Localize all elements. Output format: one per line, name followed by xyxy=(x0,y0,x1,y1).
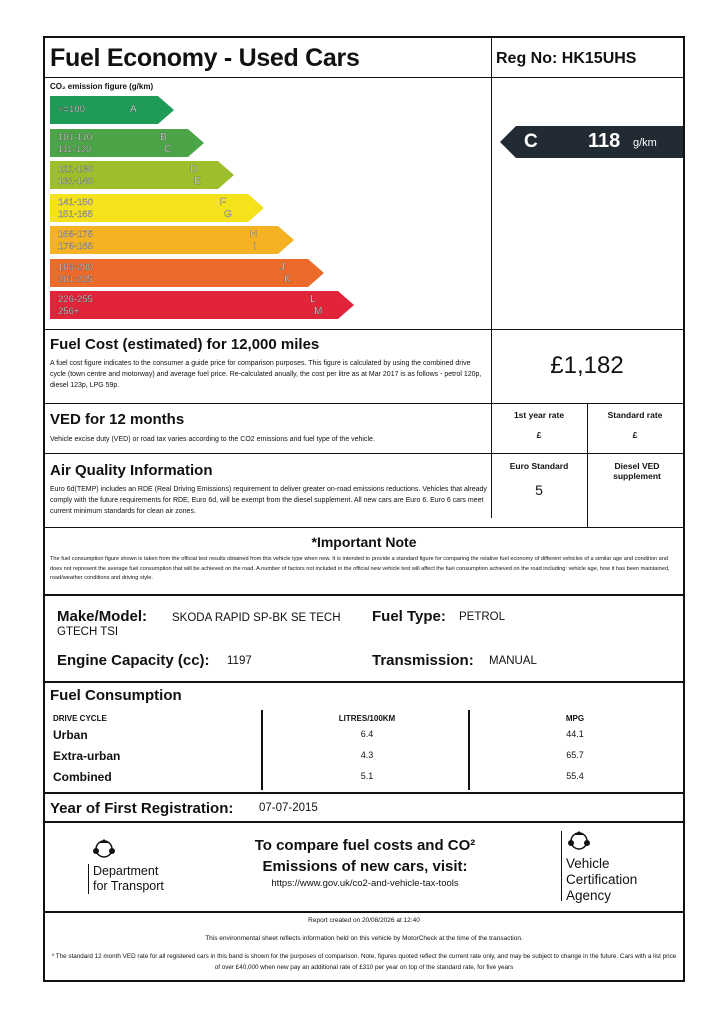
rule xyxy=(45,911,683,913)
dft-line2: for Transport xyxy=(93,879,164,893)
band-letter: G xyxy=(224,208,232,220)
band-letter: H xyxy=(250,229,258,240)
band-letter: F xyxy=(220,196,227,208)
engine-capacity-label: Engine Capacity (cc): xyxy=(57,652,210,669)
rule xyxy=(45,681,683,683)
dvla-logo-text xyxy=(566,856,637,904)
band-letter: L xyxy=(310,294,316,305)
fuel-cost-heading: Fuel Cost (estimated) for 12,000 miles xyxy=(50,336,320,353)
transmission-value: MANUAL xyxy=(489,655,537,667)
rule xyxy=(45,594,683,596)
report-reflects: This environmental sheet reflects information held on this vehicle by MotorCheck at the time of the transaction. xyxy=(205,935,523,942)
current-co2-unit: g/km xyxy=(633,137,657,149)
current-band-letter: C xyxy=(524,131,538,152)
header-divider xyxy=(491,38,492,330)
dft-rule xyxy=(88,864,89,894)
first-year-rate-value: £ xyxy=(536,430,542,440)
first-year-rate-label: 1st year rate xyxy=(513,410,565,420)
dft-logo-text xyxy=(93,864,164,894)
litres-cell: 6.4 xyxy=(360,729,374,739)
band-range: 111-120 xyxy=(58,143,92,155)
band-letter: J xyxy=(280,261,285,273)
rule xyxy=(45,821,683,823)
fuel-cost-value: £1,182 xyxy=(550,352,624,379)
rule xyxy=(45,453,683,454)
page-title: Fuel Economy - Used Cars xyxy=(50,44,360,72)
co2-band xyxy=(50,129,204,157)
compare-line1: To compare fuel costs and CO² xyxy=(254,837,476,854)
mpg-cell: 44.1 xyxy=(566,729,584,739)
band-range: 201-225 xyxy=(58,273,93,285)
litres-cell: 4.3 xyxy=(360,750,374,760)
make-model-label: Make/Model: xyxy=(57,608,148,625)
co2-band xyxy=(50,291,354,319)
first-registration-label: Year of First Registration: xyxy=(50,800,234,817)
standard-rate-label: Standard rate xyxy=(607,410,663,420)
reg-value: HK15UHS xyxy=(561,50,637,67)
fuel-consumption-heading: Fuel Consumption xyxy=(50,687,182,704)
drive-cycle-cell: Extra-urban xyxy=(53,749,121,763)
dft-line1: Department xyxy=(93,864,159,878)
first-registration-value: 07-07-2015 xyxy=(259,802,318,814)
co2-band xyxy=(50,96,174,124)
ved-disclaimer: * The standard 12 month VED rate for all registered cars in this band is shown for the purposes of comparison. Note, figures quoted reflect the current rate only, and may be subject to change in the future. Cars with a list price of over £40,000 when new pay an additional rate of £310 per year on top of the standard rate, for five years xyxy=(51,953,677,971)
litres-header: LITRES/100KM xyxy=(338,714,396,723)
euro-standard-label: Euro Standard xyxy=(509,461,569,471)
mpg-cell: 65.7 xyxy=(566,750,584,760)
fuel-type-label: Fuel Type: xyxy=(372,608,446,625)
compare-text xyxy=(220,835,510,891)
dvla-line3: Agency xyxy=(566,888,612,903)
band-range: 256+ xyxy=(58,306,80,317)
important-note-text: The fuel consumption figure shown is taken from the official test results obtained from this vehicle type when new. It is intended to provide a standard figure for comparing the relative fuel economy of different vehicles of a similar age and condition and does not represent the average fuel consumption that will be achieved on the road. A number of factors not included in the official new vehicle test will affect the fuel consumption achieved on the road including: vehicle age, how it has been maintained, road/weather conditions and driving style. xyxy=(50,556,670,581)
fuel-economy-label xyxy=(43,36,685,982)
band-letter: M xyxy=(314,306,323,317)
band-range: 186-200 xyxy=(58,261,93,273)
make-model-value: SKODA RAPID SP-BK SE TECH GTECH TSI xyxy=(57,612,341,638)
ved-heading: VED for 12 months xyxy=(50,411,185,428)
band-letter: C xyxy=(164,143,172,155)
header-rule xyxy=(45,77,683,78)
band-letter: K xyxy=(284,273,291,285)
important-note-heading: *Important Note xyxy=(311,534,417,550)
compare-url[interactable]: https://www.gov.uk/co2-and-vehicle-tax-tools xyxy=(271,878,459,889)
report-created: Report created on 20/08/2026 at 12:40 xyxy=(308,917,420,924)
ved-text: Vehicle excise duty (VED) or road tax varies according to the CO2 emissions and fuel type of the vehicle. xyxy=(50,436,375,443)
current-co2-value: 118 xyxy=(588,130,621,152)
air-quality-heading: Air Quality Information xyxy=(50,462,213,479)
litres-cell: 5.1 xyxy=(360,771,374,781)
band-letter: E xyxy=(194,176,201,187)
transmission-label: Transmission: xyxy=(372,652,474,669)
band-range: 141-150 xyxy=(58,196,93,208)
drive-cycle-cell: Urban xyxy=(53,728,88,742)
column-divider xyxy=(261,710,263,790)
drive-cycle-cell: Combined xyxy=(53,770,112,784)
band-range: 176-185 xyxy=(58,241,93,252)
fuel-type-value: PETROL xyxy=(459,611,506,623)
fuel-cost-text: A fuel cost figure indicates to the consumer a guide price for comparison purposes. This figure is calculated by using the combined drive cycle (town centre and motorway) and average fuel price. Re-calculated anually, the cost per litre as at Mar 2017 is as follows - petrol 120p, diesel 123p, LPG 59p. xyxy=(50,360,482,389)
band-range: 166-175 xyxy=(58,229,93,240)
rule xyxy=(45,329,683,330)
engine-capacity-value: 1197 xyxy=(227,655,252,667)
band-letter: B xyxy=(160,131,167,143)
co2-band xyxy=(50,161,234,189)
band-letter: I xyxy=(254,241,257,252)
divider xyxy=(587,403,588,528)
column-divider xyxy=(468,710,470,790)
band-range: 226-255 xyxy=(58,294,93,305)
royal-crest-icon xyxy=(566,830,592,852)
euro-standard-value: 5 xyxy=(535,482,543,498)
dvla-line2: Certification xyxy=(566,872,638,887)
band-letter: A xyxy=(130,104,137,115)
dvla-line1: Vehicle xyxy=(566,856,610,871)
royal-crest-icon xyxy=(91,838,117,860)
registration-number xyxy=(496,50,636,68)
co2-band-arrow xyxy=(50,291,354,319)
co2-band xyxy=(50,259,324,287)
dvla-rule xyxy=(561,831,562,901)
band-range: <=100 xyxy=(58,104,85,115)
drive-cycle-header: DRIVE CYCLE xyxy=(53,714,107,723)
standard-rate-value: £ xyxy=(632,430,638,440)
band-range: 101-110 xyxy=(58,131,93,143)
diesel-supplement-label: Diesel VED supplement xyxy=(613,461,661,481)
rule xyxy=(45,792,683,794)
reg-label: Reg No: xyxy=(496,50,558,67)
co2-band xyxy=(50,226,294,254)
air-quality-text: Euro 6d(TEMP) includes an RDE (Real Driving Emissions) requirement to deliver greater on-road emissions reductions. Vehicles that already comply with the future requirements for RDE, Euro 6d, will be exempt from the diesel supplement. All new cars are Euro 6. Euro 6 cars meet current minimum standards for clean air zones. xyxy=(50,486,487,515)
band-letter: D xyxy=(190,164,198,175)
band-range: 151-165 xyxy=(58,208,93,220)
band-range: 121-130 xyxy=(58,164,93,175)
co2-scale-label: CO₂ emission figure (g/km) xyxy=(50,82,154,91)
compare-line2: Emissions of new cars, visit: xyxy=(262,858,468,875)
band-range: 131-140 xyxy=(58,176,93,187)
mpg-cell: 55.4 xyxy=(566,771,584,781)
co2-band xyxy=(50,194,264,222)
rule xyxy=(45,527,683,528)
mpg-header: MPG xyxy=(565,714,585,723)
